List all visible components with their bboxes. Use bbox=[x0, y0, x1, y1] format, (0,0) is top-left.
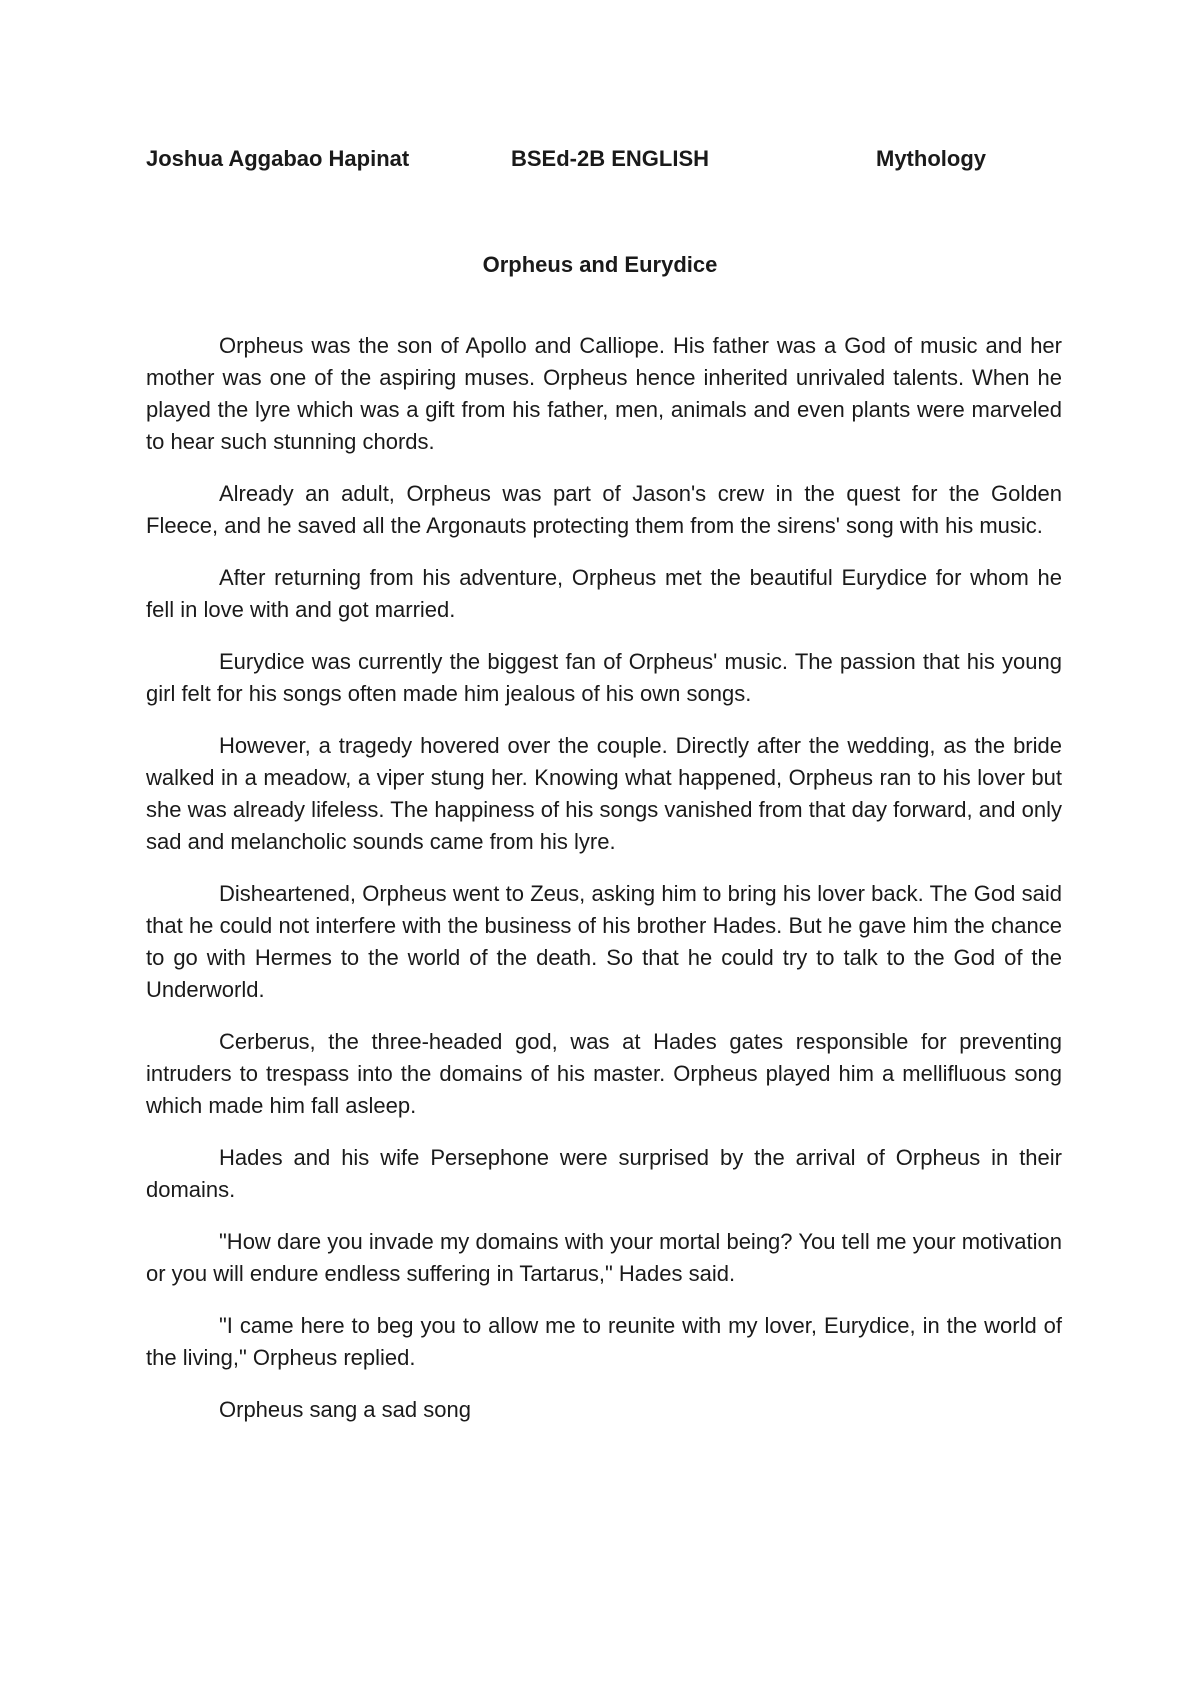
document-title: Orpheus and Eurydice bbox=[482, 252, 718, 277]
paragraph: Hades and his wife Persephone were surprised by the arrival of Orpheus in their domains. bbox=[146, 1145, 1062, 1202]
paragraph: "I came here to beg you to allow me to reunite with my lover, Eurydice, in the world of the living," Orpheus replied. bbox=[146, 1313, 1062, 1370]
paragraph: Eurydice was currently the biggest fan of Orpheus' music. The passion that his young girl felt for his songs often made him jealous of his own songs. bbox=[146, 649, 1062, 706]
paragraph: Orpheus was the son of Apollo and Calliope. His father was a God of music and her mother was one of the aspiring muses. Orpheus hence inherited unrivaled talents. When he played the lyre which was a gift from his father, men, animals and even plants were marveled to hear such stunning chords. bbox=[146, 333, 1062, 454]
paragraph: After returning from his adventure, Orpheus met the beautiful Eurydice for whom he fell in love with and got married. bbox=[146, 565, 1062, 622]
document-body bbox=[146, 330, 1062, 1446]
paragraph: However, a tragedy hovered over the couple. Directly after the wedding, as the bride walked in a meadow, a viper stung her. Knowing what happened, Orpheus ran to his lover but she was already lifeless. The happiness of his songs vanished from that day forward, and only sad and melancholic sounds came from his lyre. bbox=[146, 733, 1062, 854]
paragraph: "How dare you invade my domains with your mortal being? You tell me your motivation or you will endure endless suffering in Tartarus," Hades said. bbox=[146, 1229, 1062, 1286]
paragraph: Already an adult, Orpheus was part of Jason's crew in the quest for the Golden Fleece, and he saved all the Argonauts protecting them from the sirens' song with his music. bbox=[146, 481, 1062, 538]
paragraph: Disheartened, Orpheus went to Zeus, asking him to bring his lover back. The God said that he could not interfere with the business of his brother Hades. But he gave him the chance to go with Hermes to the world of the death. So that he could try to talk to the God of the Underworld. bbox=[146, 881, 1062, 1002]
paragraph: Orpheus sang a sad song bbox=[219, 1397, 471, 1422]
course-label: BSEd-2B ENGLISH bbox=[511, 146, 710, 171]
paragraph: Cerberus, the three-headed god, was at Hades gates responsible for preventing intruders to trespass into the domains of his master. Orpheus played him a mellifluous song which made him fall asleep. bbox=[146, 1029, 1062, 1118]
subject-label: Mythology bbox=[876, 146, 986, 171]
author-name: Joshua Aggabao Hapinat bbox=[146, 146, 410, 171]
document-header bbox=[146, 146, 1066, 176]
